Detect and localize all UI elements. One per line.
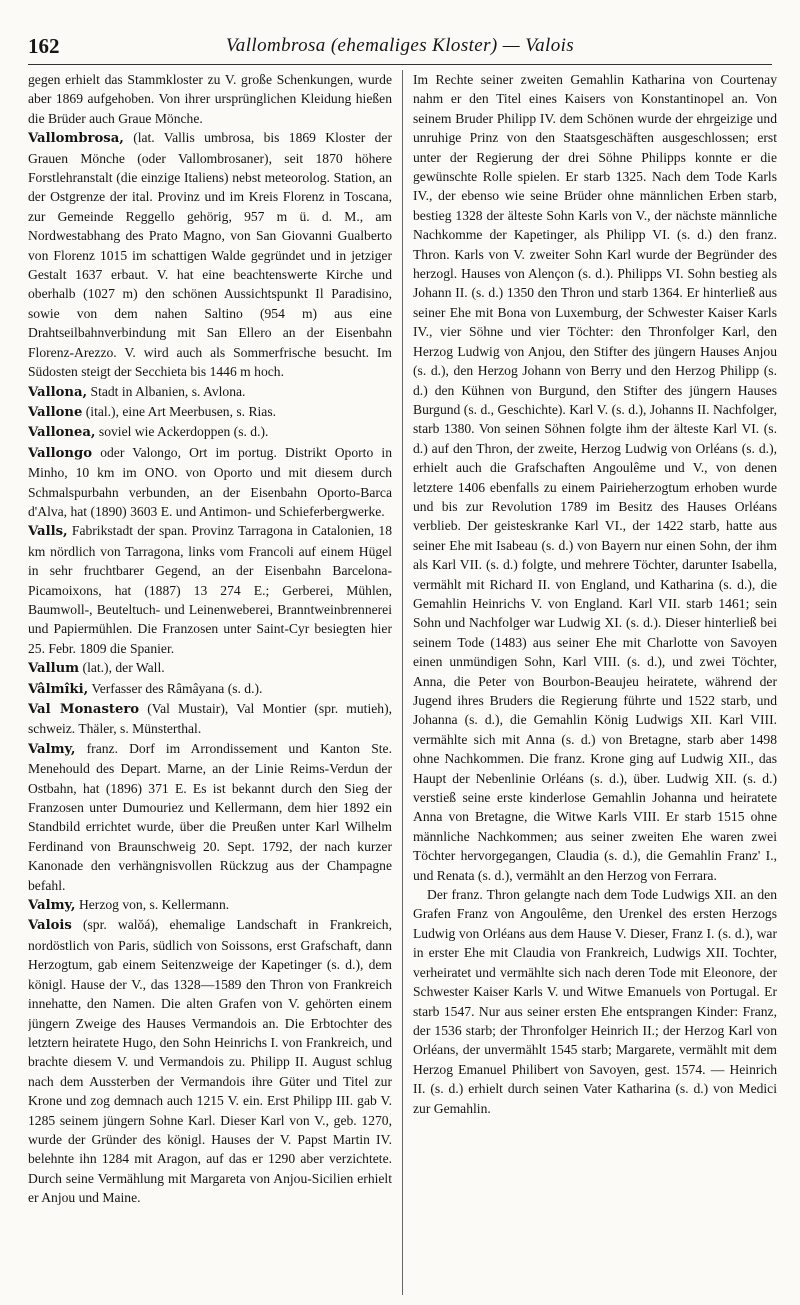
right-column <box>413 70 777 1295</box>
entry-continuation <box>413 885 777 1118</box>
dictionary-entry <box>28 739 392 895</box>
dictionary-entry <box>28 658 392 678</box>
dictionary-entry <box>28 443 392 522</box>
entry-headword: Valls, <box>28 524 68 540</box>
running-title: Vallombrosa (ehemaliges Kloster) — Valois <box>225 35 575 56</box>
left-column <box>28 70 392 1295</box>
entry-text: gegen erhielt das Stammkloster zu V. große Schenkungen, wurde aber 1869 aufgehoben. Von ihrer ursprünglichen Kleidung hießen die Brüder auch Graue Mönche. <box>28 72 392 126</box>
entry-continuation <box>413 70 777 885</box>
entry-text: oder Valongo, Ort im portug. Distrikt Oporto in Minho, 10 km im ONO. von Oporto und mit diesem durch Schmalspurbahn verbunden, an der Eisenbahn Oporto-Barca d'Alva, hat (1890) 3603 E. und Antimon- und Schieferbergwerke. <box>28 444 392 519</box>
entry-text: (lat.), der Wall. <box>82 660 165 676</box>
entry-text: (ital.), eine Art Meerbusen, s. Rias. <box>85 403 277 419</box>
dictionary-entry <box>28 521 392 658</box>
entry-text: Verfasser des Râmâyana (s. d.). <box>91 680 263 696</box>
entry-headword: Vallum <box>28 661 80 677</box>
entry-text: franz. Dorf im Arrondissement und Kanton Ste. Menehould des Depart. Marne, an der Linie Reims-Verdun der Ostbahn, hat (1896) 371 E. Es ist bekannt durch den Sieg der Franzosen unter Dumouriez und Kellermann, dem hier 1892 ein Standbild errichtet wurde, über die Preußen unter Karl Wilhelm Ferdinand von Braunschweig 20. Sept. 1792, der nach kurzer Kanonade den verhängnisvollen Rückzug aus der Champagne befahl. <box>28 740 392 893</box>
entry-text: (Val Mustair), Val Montier (spr. mutieh), schweiz. Thäler, s. Münsterthal. <box>28 701 392 737</box>
dictionary-entry <box>28 699 392 739</box>
entry-text: Im Rechte seiner zweiten Gemahlin Katharina von Courtenay nahm er den Titel eines Kaisers von Konstantinopel an. Von seinem Bruder Philipp IV. dem Schönen wurde der ehrgeizige und unruhige Prinz von den Staatsgeschäften ausgeschlossen; erst unter der Regierung der drei Söhne Philipps konnte er die gewünschte Rolle spielen. Er starb 1325. Nach dem Tode Karls IV., der ebenso wie seine Brüder ohne männlichen Erben starb, bestieg 1328 der älteste Sohn Karls von V., der nächste männliche Nachkomme der Kapetinger, als Philipp VI. (s. d.) den franz. Thron. Karls von V. zweiter Sohn Karl wurde der Begründer des herzogl. Hauses von Alençon (s. d.). Philipps VI. Sohn bestieg als Johann II. (s. d.) 1350 den Thron und starb 1364. Er hinterließ aus seiner Ehe mit Bona von Luxemburg, der Schwester Kaiser Karls IV., vier Söhne und vier Töchter: den Thronfolger Karl, den Herzog Ludwig von Anjou, den Stifter des jüngern Hauses Anjou (s. d.), den Herzog Johann von Berry und den Herzog Philipp (s. d.) den Kühnen von Burgund, den Stifter des jüngern Hauses Burgund (s. d., Geschichte). Karl V. (s. d.), Johanns II. Nachfolger, starb 1380. Von seinen Söhnen folgte ihm der älteste Karl VI. (s. d.) auf den Thron, der zweite, Herzog Ludwig von Orléans (s. d.), erhielt auch die Grafschaften Angoulême und V., von denen letztere 1406 ebenfalls zu einem Pairieherzogtum erhoben wurde und bis zur Revolution 1789 im Besitz des Hauses Orléans verblieb. Der geisteskranke Karl VI., der 1422 starb, hatte aus seiner Ehe mit Isabeau (s. d.) von Bayern nur einen Sohn, der ihm als Karl VII. (s. d.) folgte, und mehrere Töchter, darunter Isabella, vermählt mit Richard II. von England, und Katharina (s. d.), die Gemahlin Heinrichs V. von England. Karl VII. starb 1461; sein Sohn und Nachfolger war Ludwig XI. (s. d.). Dieser hinterließ bei seinem Tode (1483) aus seiner Ehe mit Charlotte von Savoyen einen unmündigen Sohn, Karl VIII. (s. d.), und zwei Töchter, Anna, die Peter von Bourbon-Beaujeu heiratete, während der Jugend ihres Bruders die Regierung führte und 1522 starb, und Johanna (s. d.), die Gemahlin König Ludwigs XII. Karl VIII. vermählte sich mit Anna (s. d.) von Bretagne, starb aber 1498 ohne Nachkommen. Die franz. Krone ging auf Ludwig XII., das Haupt der Nebenlinie Orléans (s. d.), über. Ludwig XII. (s. d.) verstieß seine erste kinderlose Gemahlin Johanna und heiratete Anna von Bretagne, die Witwe Karls VIII. Er starb 1515 ohne männliche Nachkommen; aus seiner zweiten Ehe waren zwei Töchter hervorgegangen, Claudia (s. d.), die Gemahlin Franz' I., und Renata (s. d.), vermählt an den Herzog von Ferrara. <box>413 72 777 883</box>
entry-headword: Val Monastero <box>28 702 140 717</box>
entry-text: (spr. walŏá), ehemalige Landschaft in Frankreich, nordöstlich von Paris, südlich von Soissons, erst Grafschaft, dann Herzogtum, gab einem Seitenzweige der Kapetinger (s. d.), dem königl. Hause der V., das 1328—1589 den Thron von Frankreich innehatte, den Namen. Die alten Grafen von V. gehörten einem jüngern Zweige des Hauses Vermandois an. Die Erbtochter des letztern heiratete Hugo, den Sohn Heinrichs I. von Frankreich, und brachte diesem V. und Vermandois zu. Philipp II. August schlug nach dem Aussterben der Vermandois ihre Güter und Titel zur Krone und zog demnach auch 1215 V. ein. Erst Philipp III. gab V. 1285 seinem jüngern Sohne Karl. Dieser Karl von V., geb. 1270, wurde der Gründer des königl. Hauses der V. Papst Martin IV. belehnte ihn 1284 mit Aragon, auf das er 1290 aber verzichtete. Durch seine Vermählung mit Margareta von Anjou-Sicilien erhielt er Anjou und Maine. <box>28 917 392 1206</box>
entry-text: Fabrikstadt der span. Provinz Tarragona in Catalonien, 18 km nördlich von Tarragona, links vom Francoli auf einem Hügel in sehr fruchtbarer Gegend, an der Eisenbahn Barcelona-Picamoixons, hat (1887) 13 274 E.; Gerberei, Mühlen, Baumwoll-, Beuteltuch- und Leinenweberei, Branntweinbrennerei und Papiermühlen. Die Franzosen unter Saint-Cyr besiegten hier 25. Febr. 1809 die Spanier. <box>28 523 392 656</box>
dictionary-entry <box>28 679 392 699</box>
entry-headword: Valois <box>28 918 72 934</box>
entry-continuation <box>28 70 392 128</box>
column-divider <box>402 70 403 1295</box>
header-rule <box>28 64 772 65</box>
entry-headword: Vallone <box>28 404 83 420</box>
dictionary-entry <box>28 895 392 915</box>
page-number: 162 <box>28 34 60 58</box>
entry-text: Herzog von, s. Kellermann. <box>78 897 230 913</box>
dictionary-entry <box>28 128 392 381</box>
entry-headword: Vallongo <box>28 445 92 461</box>
entry-headword: Vallona, <box>28 384 88 400</box>
entry-text: Stadt in Albanien, s. Avlona. <box>90 383 246 399</box>
page-header <box>28 34 772 62</box>
dictionary-entry <box>28 915 392 1207</box>
entry-text: (lat. Vallis umbrosa, bis 1869 Kloster der Grauen Mönche (oder Vallombrosaner), seit 1870 höhere Forstlehranstalt (die einzige Italiens) nebst meteorolog. Station, an der Ostgrenze der ital. Provinz und im Kreis Florenz in Toscana, zur Gemeinde Reggello gehörig, 957 m ü. d. M., am Nordwestabhang des Prato Magno, von San Giovanni Gualberto von Florenz 1015 im schattigen Walde gegründet und in jetziger Gestalt 1637 erbaut. V. hat eine beachtenswerte Kirche und oberhalb (1027 m) den schönen Aussichtspunkt Il Paradisino, sowie von dem nahen Saltino (954 m) aus eine Drahtseilbahnverbindung mit San Ellero an der Eisenbahn Florenz-Arezzo. V. wird auch als Sommerfrische besucht. Im Südosten steigt der Secchieta bis 1446 m hoch. <box>28 130 392 380</box>
entry-headword: Valmy, <box>28 741 76 757</box>
dictionary-entry <box>28 382 392 402</box>
entry-text: soviel wie Ackerdoppen (s. d.). <box>98 424 269 440</box>
entry-headword: Vallonea, <box>28 425 96 441</box>
entry-headword: Vallombrosa, <box>28 131 124 147</box>
dictionary-entry <box>28 402 392 422</box>
entry-headword: Vâlmîki, <box>28 681 89 697</box>
entry-headword: Valmy, <box>28 898 76 914</box>
dictionary-entry <box>28 422 392 442</box>
entry-text: Der franz. Thron gelangte nach dem Tode Ludwigs XII. an den Grafen Franz von Angoulême, den Urenkel des ersten Herzogs Ludwig von Orléans aus dem Hause V. Dieser, Franz I. (s. d.), war in erster Ehe mit Claudia von Frankreich, Ludwigs XII. Tochter, verheiratet und vermählte sich nach deren Tode mit Eleonore, der Schwester Kaiser Karls V. und Witwe Emanuels von Portugal. Er starb 1547. Nur aus seiner ersten Ehe entsprangen Kinder: Franz, der 1536 starb; der Thronfolger Heinrich II.; der Herzog Karl von Orléans, der unvermählt 1545 starb; Margarete, vermählt mit dem Herzog Emanuel Philibert von Savoyen, gest. 1574. — Heinrich II. (s. d.) erhielt durch seinen Vater Katharina (s. d.) von Medici zur Gemahlin. <box>413 887 777 1116</box>
